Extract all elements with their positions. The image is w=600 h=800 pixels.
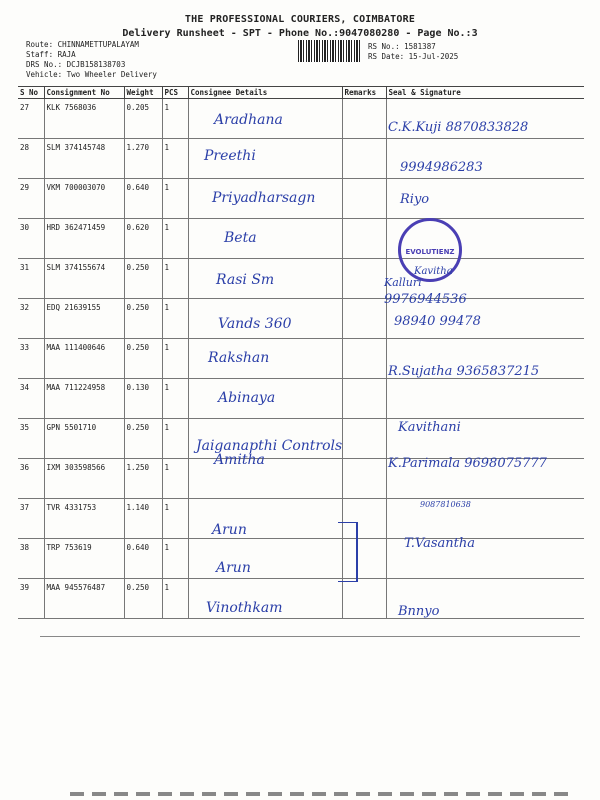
seal-signature: 9994986283	[400, 160, 483, 175]
barcode-image	[298, 40, 360, 62]
cell-remarks	[342, 219, 386, 259]
cell-sno: 28	[18, 139, 44, 179]
cell-remarks	[342, 459, 386, 499]
cell-weight: 1.140	[124, 499, 162, 539]
cell-seal	[386, 499, 584, 539]
cell-weight: 0.640	[124, 539, 162, 579]
cell-pcs: 1	[162, 419, 188, 459]
consignee-handwriting: Priyadharsagn	[212, 190, 316, 206]
cell-weight: 1.250	[124, 459, 162, 499]
staff-text: Staff: RAJA	[26, 50, 76, 59]
runsheet-subtitle: Delivery Runsheet - SPT - Phone No.:9047080280 - Page No.:3	[122, 28, 478, 39]
cell-consignment: SLM 374145748	[44, 139, 124, 179]
cell-consignment: MAA 111400646	[44, 339, 124, 379]
cell-remarks	[342, 139, 386, 179]
rs-number: RS No.: 1581387	[368, 42, 436, 51]
cell-consignee	[188, 539, 342, 579]
cell-consignment: KLK 7568036	[44, 99, 124, 139]
delivery-table	[18, 86, 584, 619]
drs-text: DRS No.: DCJB158138703	[26, 60, 126, 69]
cell-pcs: 1	[162, 299, 188, 339]
cell-weight: 0.250	[124, 579, 162, 619]
seal-signature: 98940 99478	[394, 314, 481, 329]
cell-pcs: 1	[162, 379, 188, 419]
table-end-line	[40, 636, 580, 637]
cell-consignment: HRD 362471459	[44, 219, 124, 259]
runsheet-meta-right	[368, 42, 458, 62]
col-sno: S No	[18, 87, 44, 99]
route-text: Route: CHINNAMETTUPALAYAM	[26, 40, 139, 49]
cell-weight: 0.250	[124, 259, 162, 299]
cell-pcs: 1	[162, 539, 188, 579]
cell-sno: 37	[18, 499, 44, 539]
cell-sno: 39	[18, 579, 44, 619]
consignee-handwriting: Rakshan	[208, 350, 270, 366]
seal-signature: Bnnyo	[398, 604, 440, 619]
cell-consignment: GPN 5501710	[44, 419, 124, 459]
sign-36-number: 9087810638	[420, 500, 471, 509]
cell-pcs: 1	[162, 499, 188, 539]
consignee-handwriting: Vands 360	[218, 316, 292, 332]
cell-weight: 0.130	[124, 379, 162, 419]
cell-pcs: 1	[162, 179, 188, 219]
cell-pcs: 1	[162, 99, 188, 139]
consignee-handwriting: Amitha	[214, 452, 265, 468]
consignee-handwriting: Rasi Sm	[216, 272, 275, 288]
consignee-handwriting: Arun	[216, 560, 251, 576]
cell-remarks	[342, 259, 386, 299]
seal-signature: T.Vasantha	[404, 536, 475, 551]
cell-sno: 27	[18, 99, 44, 139]
seal-signature: C.K.Kuji 8870833828	[388, 120, 529, 135]
cell-sno: 32	[18, 299, 44, 339]
table-header-row	[18, 87, 584, 99]
consignee-handwriting: Arun	[212, 522, 247, 538]
cell-consignee	[188, 219, 342, 259]
bracket-mark	[338, 522, 358, 582]
cell-consignment: TVR 4331753	[44, 499, 124, 539]
cell-sno: 30	[18, 219, 44, 259]
table-row	[18, 299, 584, 339]
cell-remarks	[342, 579, 386, 619]
cell-consignment: VKM 700003070	[44, 179, 124, 219]
cell-weight: 0.620	[124, 219, 162, 259]
stamp-text: EVOLUTIENZ	[405, 248, 455, 256]
cell-sno: 35	[18, 419, 44, 459]
table-row	[18, 499, 584, 539]
table-row	[18, 259, 584, 299]
cell-pcs: 1	[162, 459, 188, 499]
seal-signature: Kavithani	[398, 420, 461, 435]
cell-remarks	[342, 379, 386, 419]
consignee-handwriting: Abinaya	[218, 390, 276, 406]
cell-remarks	[342, 339, 386, 379]
cell-sno: 38	[18, 539, 44, 579]
cell-pcs: 1	[162, 579, 188, 619]
runsheet-meta-left	[26, 40, 157, 80]
col-pcs: PCS	[162, 87, 188, 99]
cell-consignment: EDQ 21639155	[44, 299, 124, 339]
col-weight: Weight	[124, 87, 162, 99]
cell-pcs: 1	[162, 139, 188, 179]
cell-sno: 36	[18, 459, 44, 499]
seal-signature: Kavitha	[414, 266, 453, 277]
cell-remarks	[342, 179, 386, 219]
consignee-handwriting: Preethi	[204, 148, 256, 164]
consignee-handwriting: Aradhana	[214, 112, 283, 128]
cell-sno: 34	[18, 379, 44, 419]
cell-sno: 33	[18, 339, 44, 379]
cell-consignment: IXM 303598566	[44, 459, 124, 499]
cell-remarks	[342, 299, 386, 339]
col-seal: Seal & Signature	[386, 87, 584, 99]
consignee-handwriting: Jaiganapthi Controls	[196, 438, 343, 454]
table-row	[18, 219, 584, 259]
cell-pcs: 1	[162, 219, 188, 259]
seal-signature: Riyo	[400, 192, 430, 207]
sign-31-name: Kalluri	[384, 276, 422, 289]
seal-signature: 9976944536	[384, 292, 467, 307]
cell-weight: 0.250	[124, 299, 162, 339]
rs-date: RS Date: 15-Jul-2025	[368, 52, 459, 61]
col-consignee: Consignee Details	[188, 87, 342, 99]
cell-pcs: 1	[162, 339, 188, 379]
cell-seal	[386, 379, 584, 419]
cell-consignee	[188, 459, 342, 499]
table-row	[18, 579, 584, 619]
cell-pcs: 1	[162, 259, 188, 299]
table-row	[18, 379, 584, 419]
cell-consignment: TRP 753619	[44, 539, 124, 579]
col-consignment: Consignment No	[44, 87, 124, 99]
company-title: THE PROFESSIONAL COURIERS, COIMBATORE	[184, 14, 416, 25]
consignee-handwriting: Vinothkam	[206, 600, 283, 616]
cell-consignment: SLM 374155674	[44, 259, 124, 299]
cell-weight: 0.640	[124, 179, 162, 219]
cell-consignment: MAA 945576487	[44, 579, 124, 619]
table-row	[18, 539, 584, 579]
cell-consignment: MAA 711224958	[44, 379, 124, 419]
seal-signature: K.Parimala 9698075777	[388, 456, 547, 471]
consignee-handwriting: Beta	[224, 230, 257, 246]
cell-sno: 29	[18, 179, 44, 219]
cell-weight: 0.205	[124, 99, 162, 139]
vehicle-text: Vehicle: Two Wheeler Delivery	[26, 70, 157, 79]
cell-remarks	[342, 99, 386, 139]
cell-remarks	[342, 419, 386, 459]
table-row	[18, 139, 584, 179]
footer-dashes	[70, 792, 570, 796]
seal-signature: R.Sujatha 9365837215	[388, 364, 540, 379]
cell-weight: 0.250	[124, 419, 162, 459]
cell-weight: 1.270	[124, 139, 162, 179]
col-remarks: Remarks	[342, 87, 386, 99]
cell-sno: 31	[18, 259, 44, 299]
cell-weight: 0.250	[124, 339, 162, 379]
